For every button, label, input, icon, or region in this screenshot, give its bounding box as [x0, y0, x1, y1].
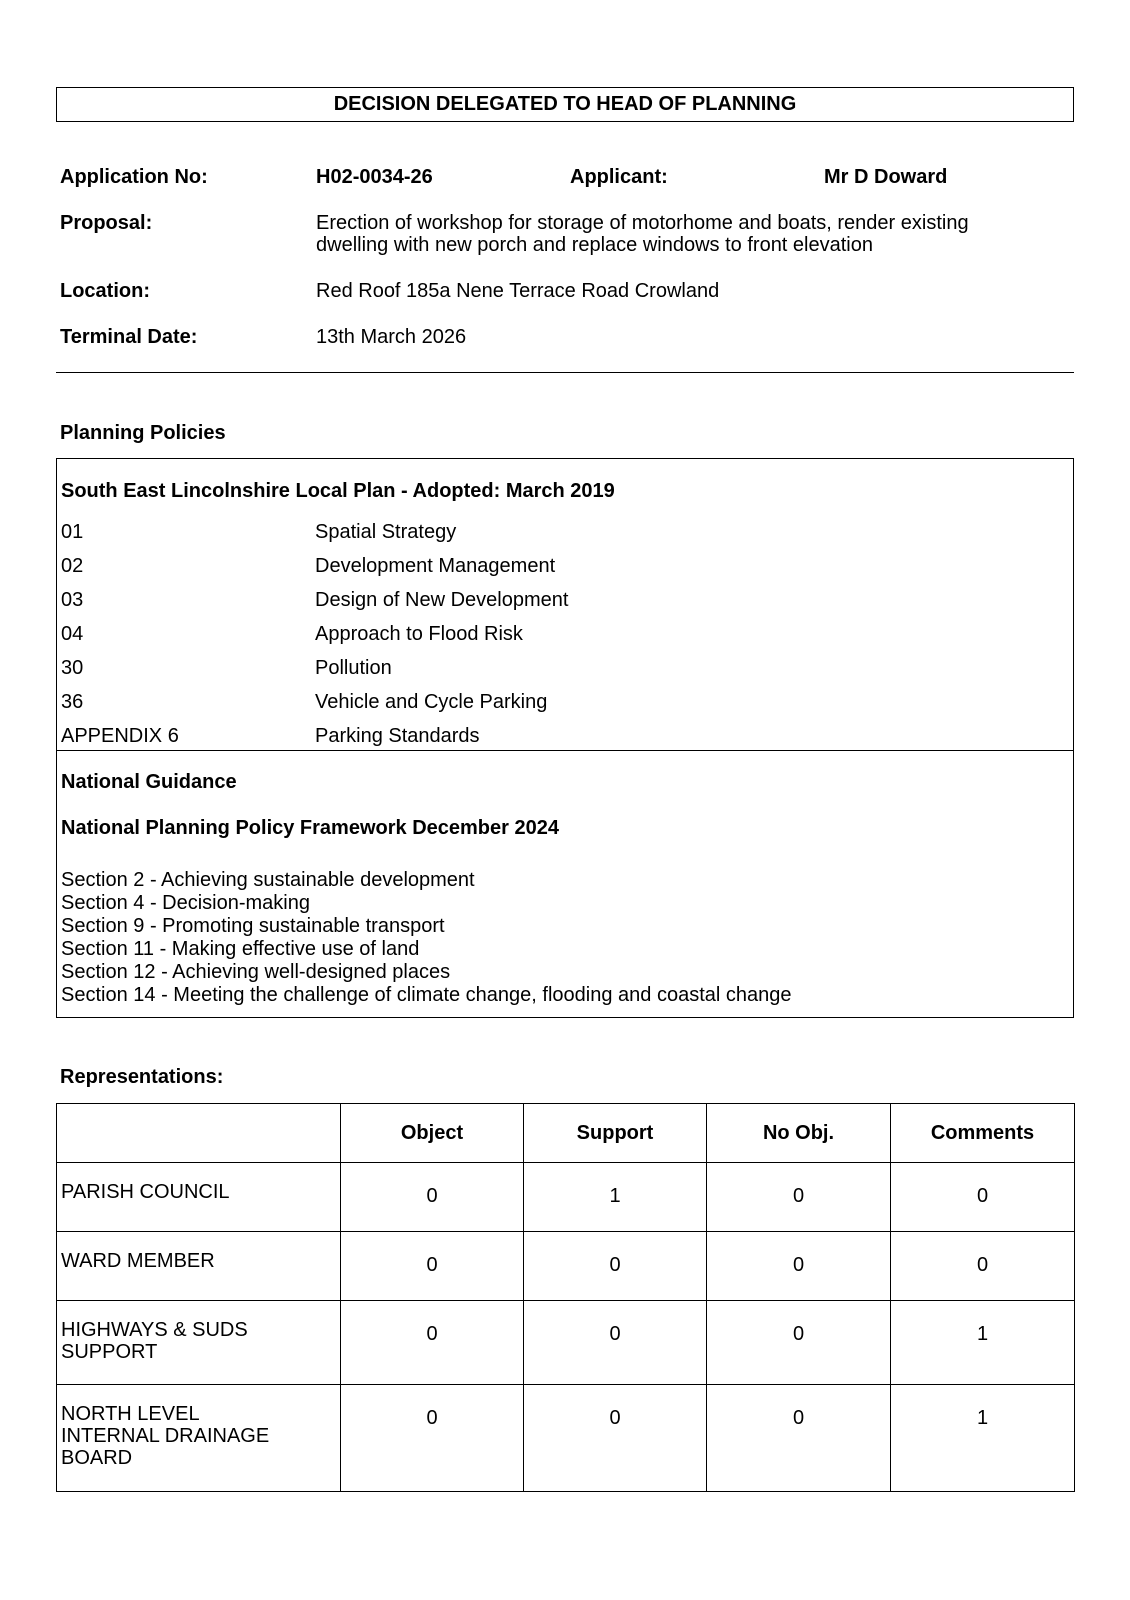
column-header-support: Support: [524, 1104, 707, 1163]
table-row: [57, 1385, 1075, 1492]
policy-title: Spatial Strategy: [315, 521, 457, 543]
policy-code: 01: [61, 521, 84, 543]
policy-code: 04: [61, 623, 84, 645]
nppf-section-item: Section 11 - Making effective use of land: [61, 938, 420, 960]
table-row: [57, 1232, 1075, 1301]
consultee-name: [57, 1163, 341, 1232]
nppf-section-item: Section 9 - Promoting sustainable transport: [61, 915, 445, 937]
column-header-object: Object: [341, 1104, 524, 1163]
consultee-name-line: INTERNAL DRAINAGE: [61, 1425, 270, 1447]
object-count: 0: [341, 1301, 524, 1385]
policy-title: Parking Standards: [315, 725, 480, 747]
no-obj-count: 0: [707, 1163, 891, 1232]
consultee-name-line: SUPPORT: [61, 1341, 158, 1363]
policy-title: Approach to Flood Risk: [315, 623, 523, 645]
no-obj-count: 0: [707, 1385, 891, 1492]
page-title: DECISION DELEGATED TO HEAD OF PLANNING: [56, 87, 1074, 122]
application-no-label: Application No:: [60, 166, 208, 188]
column-header-blank: [57, 1104, 341, 1163]
support-count: 1: [524, 1163, 707, 1232]
application-no-value: H02-0034-26: [316, 166, 433, 188]
column-header-comments: Comments: [891, 1104, 1075, 1163]
no-obj-count: 0: [707, 1301, 891, 1385]
table-header-row: [57, 1104, 1075, 1163]
applicant-value: Mr D Doward: [824, 166, 948, 188]
consultee-name-line: BOARD: [61, 1447, 133, 1469]
policy-title: Development Management: [315, 555, 556, 577]
applicant-label: Applicant:: [570, 166, 668, 188]
policy-code: 02: [61, 555, 84, 577]
policy-title: Design of New Development: [315, 589, 569, 611]
consultee-name: [57, 1232, 341, 1301]
object-count: 0: [341, 1232, 524, 1301]
policy-code: 30: [61, 657, 84, 679]
consultee-name: [57, 1301, 341, 1385]
policy-code: APPENDIX 6: [61, 725, 179, 747]
proposal-line-2: dwelling with new porch and replace windows to front elevation: [316, 234, 873, 256]
location-value: Red Roof 185a Nene Terrace Road Crowland: [316, 280, 720, 302]
policy-title: Vehicle and Cycle Parking: [315, 691, 548, 713]
comments-count: 0: [891, 1163, 1075, 1232]
policies-box-divider: [56, 750, 1074, 751]
location-label: Location:: [60, 280, 150, 302]
table-row: [57, 1163, 1075, 1232]
national-guidance-heading: National Guidance: [61, 771, 237, 793]
support-count: 0: [524, 1385, 707, 1492]
proposal-label: Proposal:: [60, 212, 153, 234]
proposal-line-1: Erection of workshop for storage of motorhome and boats, render existing: [316, 212, 969, 234]
consultee-name-line: NORTH LEVEL: [61, 1403, 200, 1425]
nppf-heading: National Planning Policy Framework December 2024: [61, 817, 559, 839]
nppf-section-item: Section 2 - Achieving sustainable development: [61, 869, 475, 891]
comments-count: 1: [891, 1385, 1075, 1492]
planning-policies-heading: Planning Policies: [60, 422, 226, 444]
consultee-name: [57, 1385, 341, 1492]
comments-count: 1: [891, 1301, 1075, 1385]
nppf-section-item: Section 12 - Achieving well-designed places: [61, 961, 451, 983]
column-header-no-obj: No Obj.: [707, 1104, 891, 1163]
nppf-section-item: Section 14 - Meeting the challenge of climate change, flooding and coastal change: [61, 984, 792, 1006]
no-obj-count: 0: [707, 1232, 891, 1301]
terminal-date-value: 13th March 2026: [316, 326, 467, 348]
object-count: 0: [341, 1385, 524, 1492]
consultee-name-line: PARISH COUNCIL: [61, 1181, 230, 1203]
representations-heading: Representations:: [60, 1066, 224, 1088]
policy-code: 03: [61, 589, 84, 611]
policy-title: Pollution: [315, 657, 392, 679]
terminal-date-label: Terminal Date:: [60, 326, 198, 348]
consultee-name-line: HIGHWAYS & SUDS: [61, 1319, 248, 1341]
support-count: 0: [524, 1301, 707, 1385]
support-count: 0: [524, 1232, 707, 1301]
nppf-section-item: Section 4 - Decision-making: [61, 892, 310, 914]
policies-box: [56, 458, 1074, 1018]
consultee-name-line: WARD MEMBER: [61, 1250, 215, 1272]
nppf-sections-list: [61, 869, 792, 1007]
policy-code: 36: [61, 691, 84, 713]
comments-count: 0: [891, 1232, 1075, 1301]
section-divider: [56, 372, 1074, 373]
representations-table: [56, 1103, 1075, 1492]
table-row: [57, 1301, 1075, 1385]
object-count: 0: [341, 1163, 524, 1232]
local-plan-heading: South East Lincolnshire Local Plan - Adopted: March 2019: [61, 480, 615, 502]
